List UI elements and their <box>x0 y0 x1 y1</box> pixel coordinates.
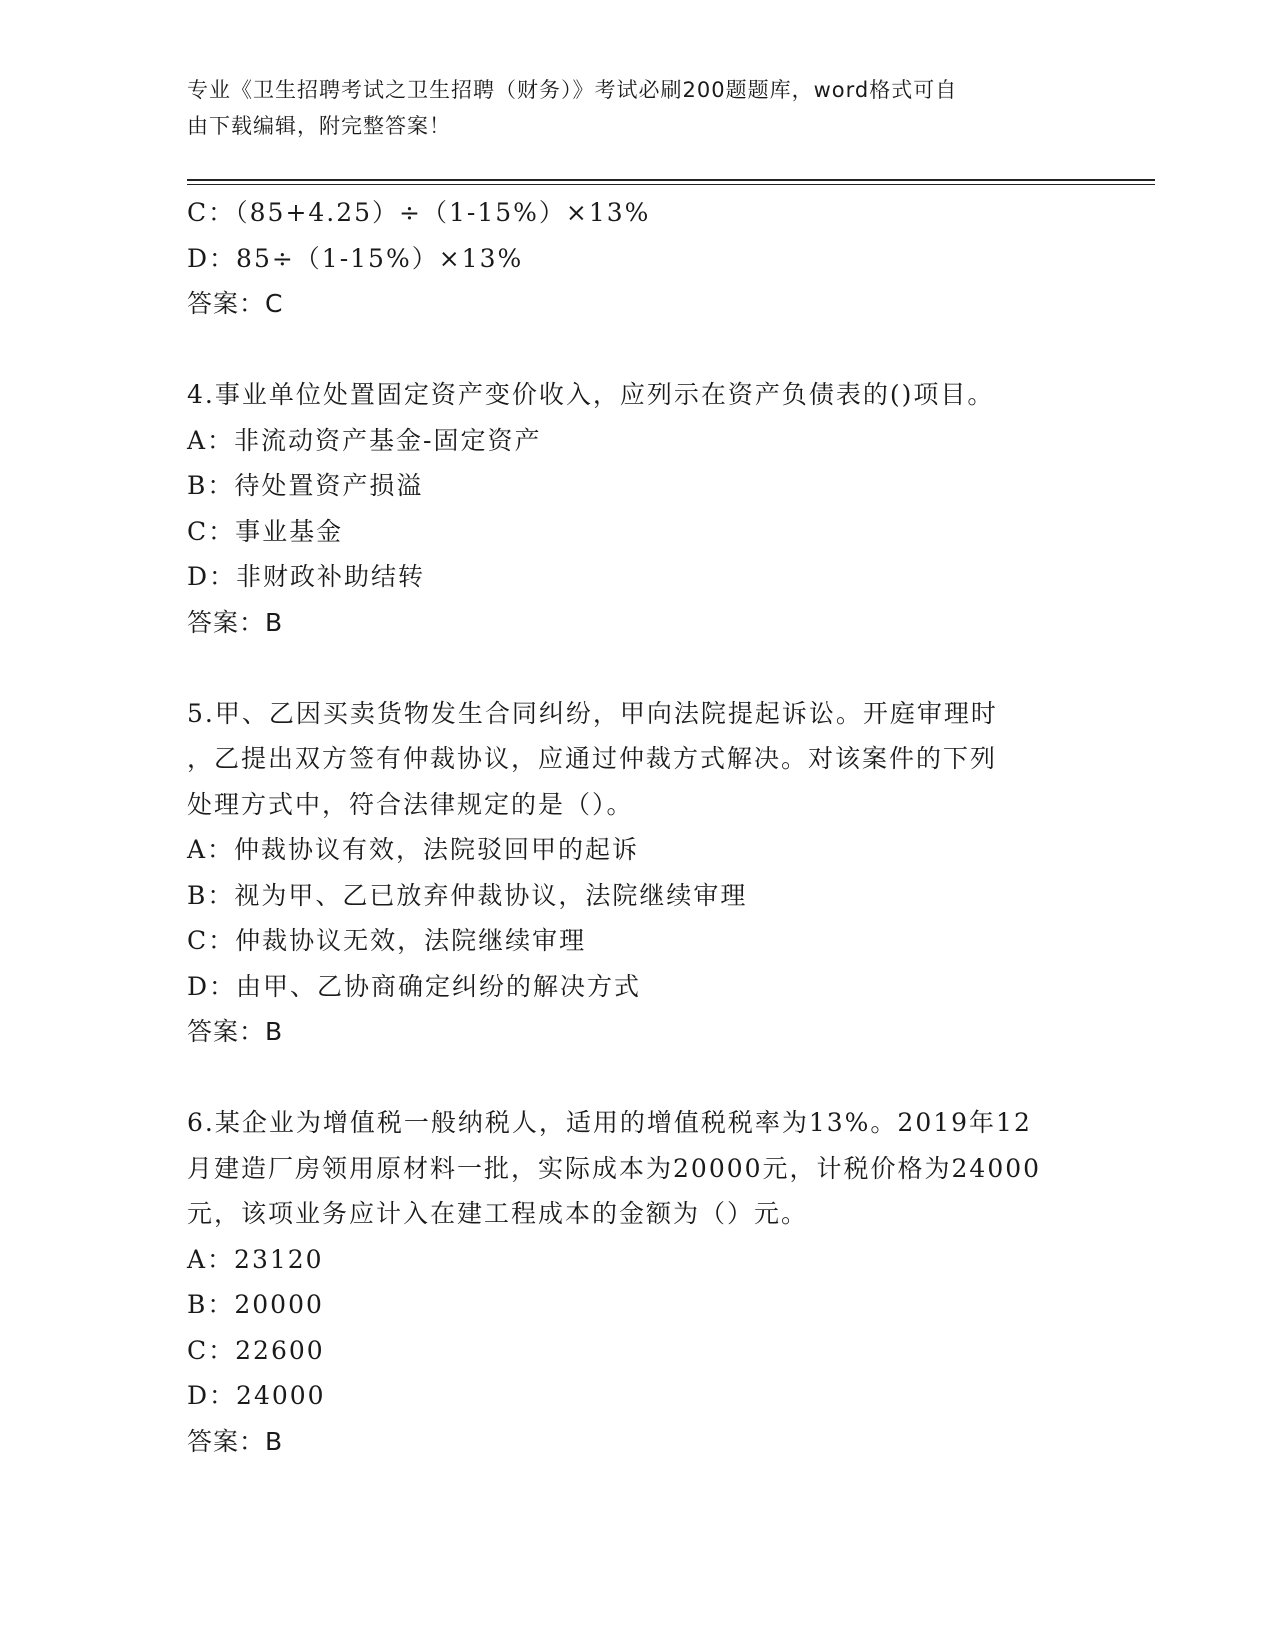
option-c: C：仲裁协议无效，法院继续审理 <box>187 926 587 955</box>
spacer <box>187 645 1087 691</box>
question-stem: 元，该项业务应计入在建工程成本的金额为（）元。 <box>187 1199 809 1228</box>
question-stem: 月建造厂房领用原材料一批，实际成本为20000元，计税价格为24000 <box>187 1153 1042 1183</box>
question-6 <box>187 1100 1087 1464</box>
option-a: A：仲裁协议有效，法院驳回甲的起诉 <box>187 835 640 864</box>
question-5 <box>187 691 1087 1055</box>
option-b: B：待处置资产损溢 <box>187 471 424 500</box>
carryover-question <box>187 190 1087 327</box>
question-stem: 4.事业单位处置固定资产变价收入，应列示在资产负债表的()项目。 <box>187 380 995 409</box>
option-c: C：（85+4.25）÷（1-15%）×13% <box>187 198 651 227</box>
option-d: D：85÷（1-15%）×13% <box>187 243 524 273</box>
question-stem: 处理方式中，符合法律规定的是（）。 <box>187 789 634 819</box>
answer-line: 答案：B <box>187 1017 284 1046</box>
option-d: D：由甲、乙协商确定纠纷的解决方式 <box>187 971 642 1001</box>
option-c: C：22600 <box>187 1335 325 1365</box>
header-line-1: 专业《卫生招聘考试之卫生招聘（财务）》考试必刷200题题库，word格式可自 <box>187 78 958 102</box>
header-line-2: 由下载编辑，附完整答案！ <box>187 114 451 138</box>
question-stem: ，乙提出双方签有仲裁协议，应通过仲裁方式解决。对该案件的下列 <box>187 744 998 773</box>
answer-line: 答案：B <box>187 607 284 637</box>
question-stem: 6.某企业为增值税一般纳税人，适用的增值税税率为13%。2019年12 <box>187 1108 1032 1137</box>
question-content <box>187 190 1087 1464</box>
header-divider-thin <box>187 184 1155 185</box>
option-a: A：非流动资产基金-固定资产 <box>187 425 542 455</box>
option-b: B：视为甲、乙已放弃仲裁协议，法院继续审理 <box>187 880 748 910</box>
answer-line: 答案：C <box>187 289 284 318</box>
option-b: B：20000 <box>187 1290 324 1319</box>
answer-line: 答案：B <box>187 1426 284 1456</box>
spacer <box>187 1055 1087 1101</box>
option-d: D：非财政补助结转 <box>187 562 426 591</box>
question-stem: 5.甲、乙因买卖货物发生合同纠纷，甲向法院提起诉讼。开庭审理时 <box>187 698 998 728</box>
page-header <box>187 72 1087 144</box>
option-a: A：23120 <box>187 1244 324 1274</box>
spacer <box>187 327 1087 373</box>
question-4 <box>187 372 1087 645</box>
option-d: D：24000 <box>187 1381 326 1410</box>
option-c: C：事业基金 <box>187 516 344 546</box>
header-divider-thick <box>187 179 1155 181</box>
